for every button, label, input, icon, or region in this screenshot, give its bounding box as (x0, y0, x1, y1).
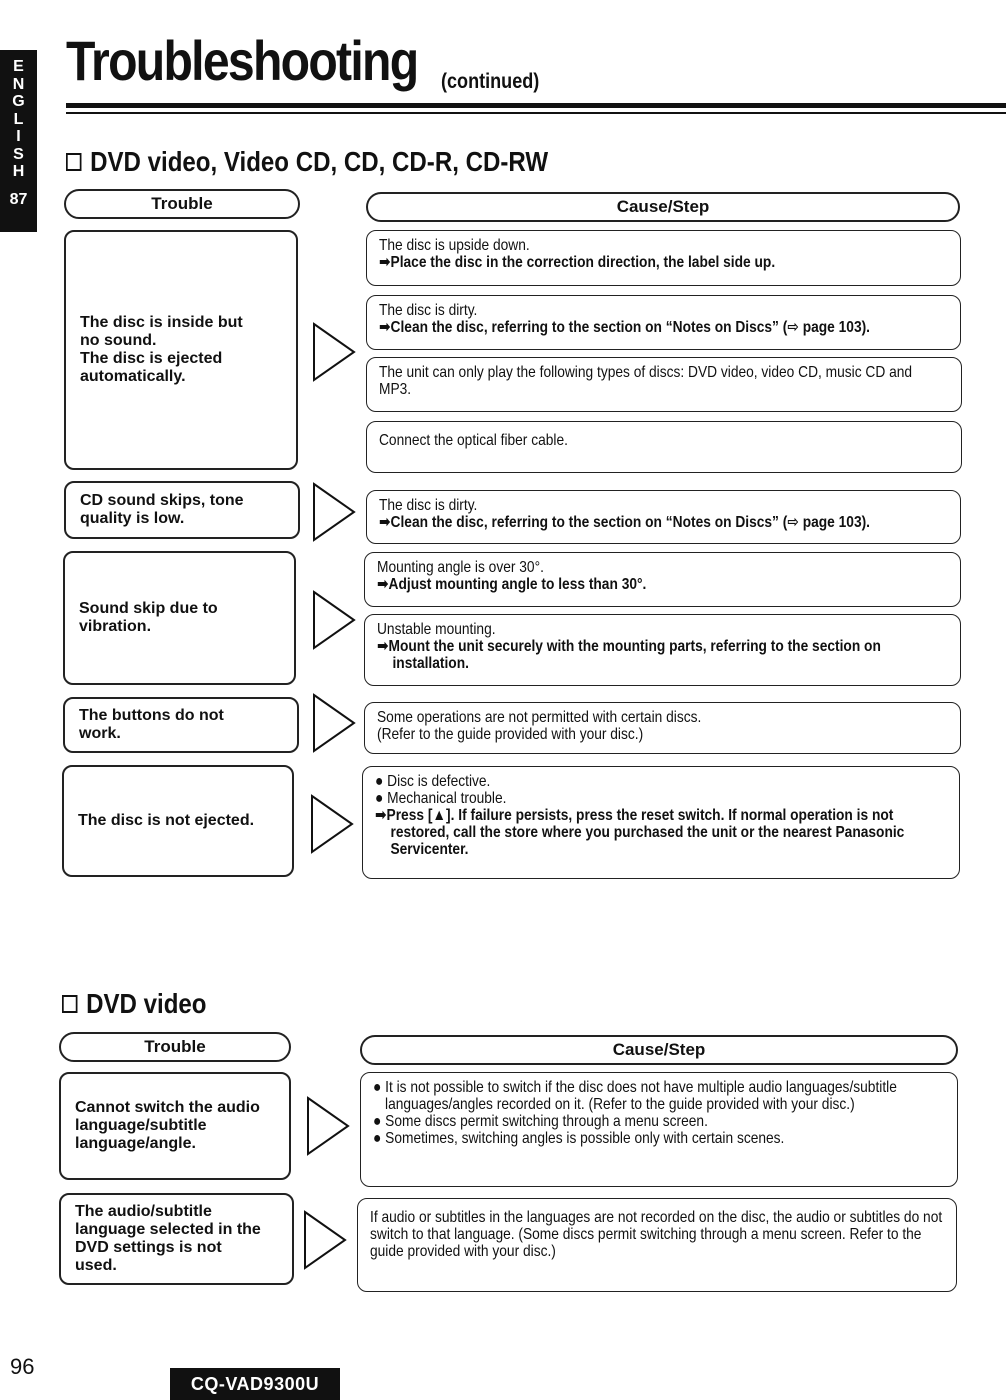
model-badge: CQ-VAD9300U (170, 1368, 340, 1400)
step-text: Clean the disc, referring to the section on “Notes on Discs” (⇨ page 103). (390, 319, 871, 336)
cause-header: Cause/Step (366, 192, 960, 222)
lang-letter: N (12, 75, 25, 93)
cause-disc-defective (362, 766, 960, 879)
trouble-text: The disc is inside but no sound. The disc is ejected automatically. (80, 314, 243, 385)
lang-letter: S (13, 145, 24, 163)
cause-text: The disc is upside down. (379, 237, 530, 254)
cause-upside-down (366, 230, 961, 286)
pointer-arrow-icon (306, 1096, 352, 1156)
arrow-right-icon: ➡ (379, 514, 391, 531)
step-text: Clean the disc, referring to the section on “Notes on Discs” (⇨ page 103). (390, 514, 871, 531)
cause-operations-not-permitted (364, 702, 961, 754)
pointer-arrow-icon (312, 693, 358, 753)
arrow-right-icon: ➡ (377, 576, 389, 593)
cause-text: Unstable mounting. (377, 621, 496, 638)
trouble-text: The buttons do not work. (79, 707, 224, 742)
lang-letter: I (16, 128, 21, 145)
arrow-right-icon: ➡ (377, 638, 389, 655)
section-page-number: 87 (9, 190, 28, 208)
page-title: Troubleshooting (66, 29, 418, 92)
arrow-right-icon: ➡ (379, 254, 391, 271)
trouble-text: The disc is not ejected. (78, 812, 255, 829)
cause-header: Cause/Step (360, 1035, 958, 1065)
header-rule (66, 103, 1006, 108)
trouble-header: Trouble (64, 189, 300, 219)
step-text: Press [▲]. If failure persists, press the reset switch. If normal operation is not restored, call the store where you purchased the unit or the nearest Panasonic Servicenter. (386, 807, 905, 858)
pointer-arrow-icon (303, 1210, 349, 1270)
cause-text: Mechanical trouble. (387, 790, 507, 807)
cause-text: The disc is dirty. (379, 497, 478, 514)
bullet-icon: ● (373, 1079, 382, 1096)
cause-text: (Refer to the guide provided with your disc.) (377, 726, 644, 743)
bullet-icon: ● (375, 790, 384, 807)
lang-letter: E (13, 58, 24, 75)
trouble-buttons (63, 697, 299, 753)
trouble-cd-skips (64, 481, 300, 539)
cause-text: Mounting angle is over 30°. (377, 559, 544, 576)
cause-text: It is not possible to switch if the disc does not have multiple audio languages/subtitle languages/angles recorded on it. (Refer to the guide provided with your disc.) (385, 1079, 897, 1113)
trouble-text: Sound skip due to vibration. (79, 600, 218, 635)
cause-text: If audio or subtitles in the languages are not recorded on the disc, the audio or subtitles do not switch to that language. (Some discs permit switching through a menu screen. Refer to the guide provided with your disc.) (370, 1209, 943, 1260)
cause-cd-dirty (366, 490, 961, 544)
lang-letter: G (12, 93, 25, 110)
page-number: 96 (10, 1354, 35, 1379)
bullet-icon: ● (373, 1113, 382, 1130)
cause-disc-dirty (366, 295, 961, 350)
bullet-icon: ● (373, 1130, 382, 1147)
cause-optical-cable (366, 421, 962, 473)
trouble-text: CD sound skips, tone quality is low. (80, 492, 244, 527)
cause-language-not-recorded (357, 1198, 957, 1292)
page-subtitle: (continued) (441, 70, 540, 93)
checkbox-icon (66, 153, 81, 171)
cause-text: Connect the optical fiber cable. (379, 432, 568, 449)
step-text: Adjust mounting angle to less than 30°. (388, 576, 647, 593)
section-title-text: DVD video, Video CD, CD, CD-R, CD-RW (90, 146, 549, 177)
trouble-no-sound (64, 230, 298, 470)
cause-text: Disc is defective. (387, 773, 491, 790)
bullet-icon: ● (375, 773, 384, 790)
pointer-arrow-icon (312, 322, 358, 382)
trouble-header: Trouble (59, 1032, 291, 1062)
pointer-arrow-icon (312, 482, 358, 542)
cause-mounting-angle (364, 552, 961, 607)
trouble-text: Cannot switch the audio language/subtitle language/angle. (75, 1099, 260, 1152)
checkbox-icon (62, 995, 77, 1013)
arrow-right-icon: ➡ (379, 319, 391, 336)
lang-letter: L (13, 110, 24, 128)
cause-text: The unit can only play the following types of discs: DVD video, video CD, music CD and MP3. (379, 364, 913, 398)
section-title-dvd-cd (66, 146, 548, 178)
cause-text: Some operations are not permitted with certain discs. (377, 709, 702, 726)
cause-unstable-mounting (364, 614, 961, 686)
trouble-settings-not-used (59, 1193, 294, 1285)
header-rule-thin (66, 112, 1006, 114)
pointer-arrow-icon (310, 794, 356, 854)
cause-disc-types (366, 357, 962, 412)
language-letters (12, 58, 24, 181)
trouble-vibration (63, 551, 296, 685)
step-text: Place the disc in the correction direction, the label side up. (390, 254, 776, 271)
cause-no-multiple-languages (360, 1072, 958, 1187)
cause-text: Sometimes, switching angles is possible only with certain scenes. (385, 1130, 785, 1147)
cause-text: Some discs permit switching through a menu screen. (385, 1113, 708, 1130)
step-text: Mount the unit securely with the mounting parts, referring to the section on installation. (388, 638, 881, 672)
section-title-text: DVD video (86, 988, 207, 1019)
trouble-text: The audio/subtitle language selected in the DVD settings is not used. (75, 1203, 261, 1274)
section-title-dvd-video (62, 988, 207, 1020)
trouble-not-ejected (62, 765, 294, 877)
language-tab (0, 50, 37, 232)
cause-text: The disc is dirty. (379, 302, 478, 319)
pointer-arrow-icon (312, 590, 358, 650)
trouble-cannot-switch (59, 1072, 291, 1180)
arrow-right-icon: ➡ (375, 807, 387, 824)
lang-letter: H (12, 163, 25, 180)
